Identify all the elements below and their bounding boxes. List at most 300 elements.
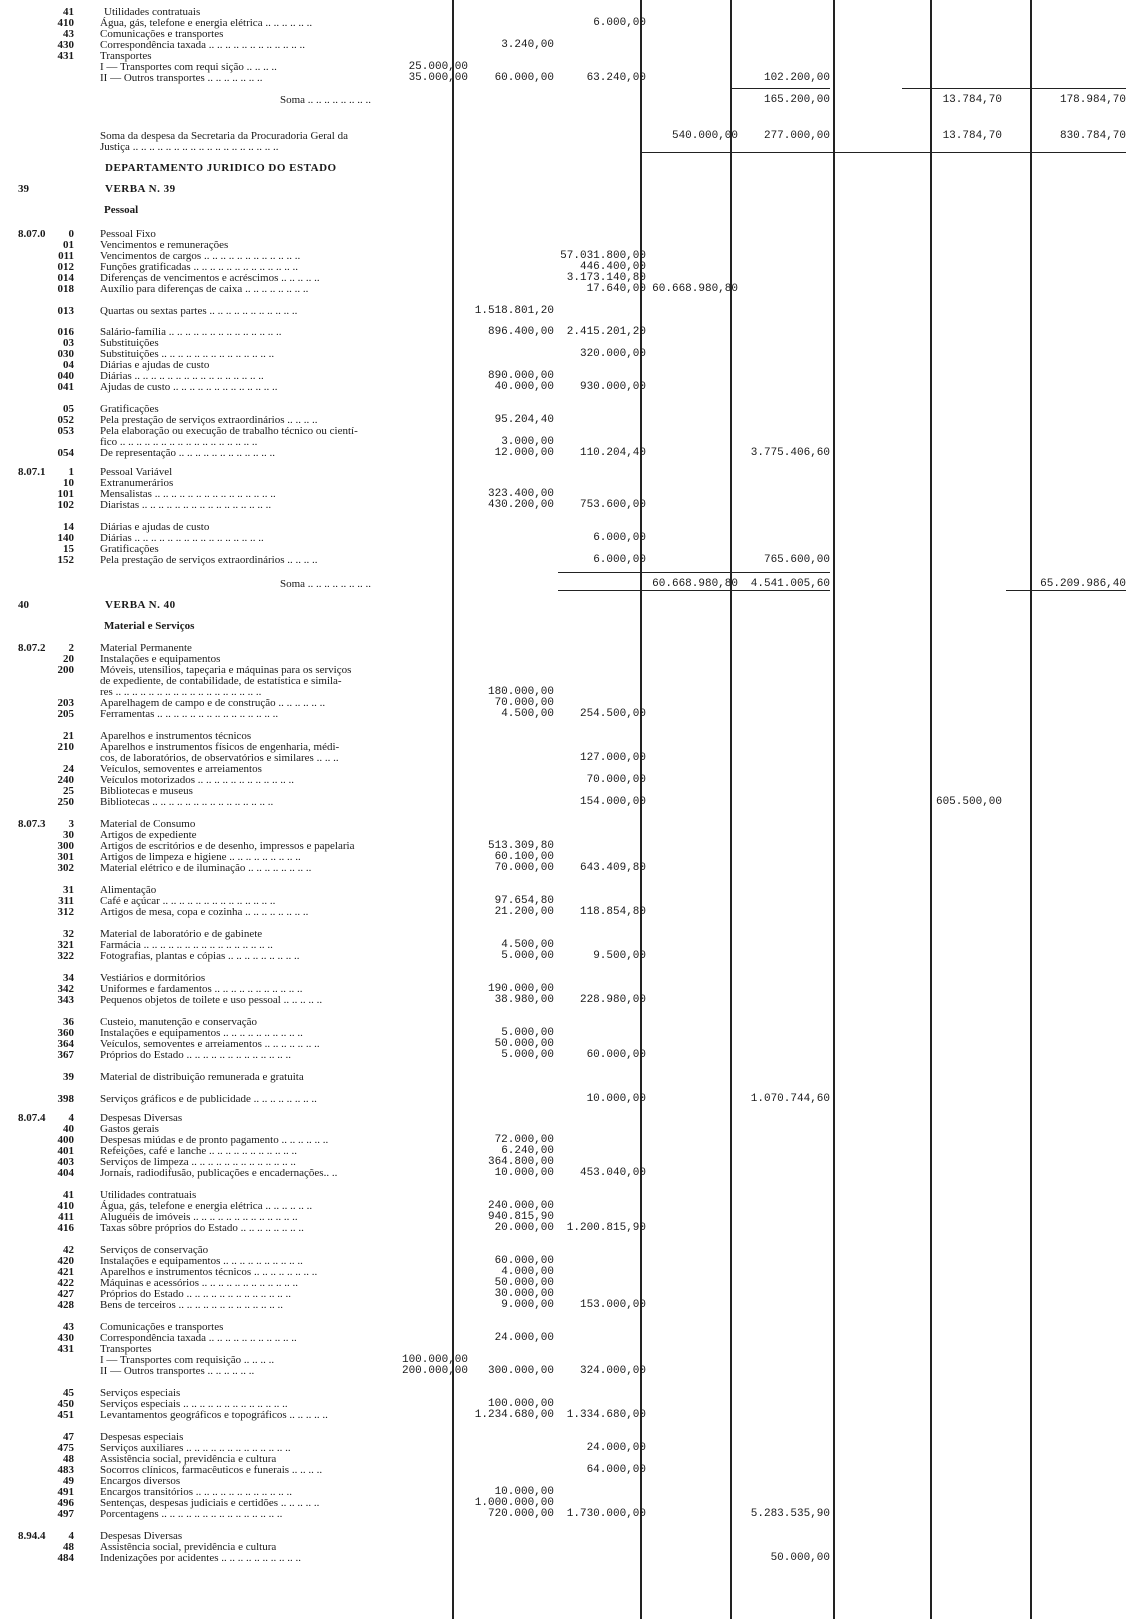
amount-v1: 72.000,00 xyxy=(494,1134,554,1146)
item-code: 41 xyxy=(63,6,74,18)
budget-row xyxy=(0,141,1126,153)
amount-v1: 720.000,00 xyxy=(487,1508,554,1520)
item-description: Água, gás, telefone e energia elétrica .. .. .. .. .. .. xyxy=(100,17,313,29)
item-description: Indenizações por acidentes .. .. .. .. .. .. .. .. .. .. xyxy=(100,1552,301,1564)
item-code: 053 xyxy=(57,425,74,437)
item-description: Material de Consumo xyxy=(100,818,196,830)
item-code: 011 xyxy=(58,250,74,262)
item-description: Diaristas .. .. .. .. .. .. .. .. .. .. .. .. .. .. .. .. xyxy=(100,499,272,511)
amount-v1: 364.800,00 xyxy=(487,1156,554,1168)
item-description: Café e açúcar .. .. .. .. .. .. .. .. .. .. .. .. .. .. xyxy=(100,895,276,907)
amount-v1: 5.000,00 xyxy=(501,1049,554,1061)
item-code: 496 xyxy=(57,1497,74,1509)
item-code: 431 xyxy=(57,1343,74,1355)
amount-v1: 40.000,00 xyxy=(494,381,554,393)
budget-row xyxy=(0,1093,1126,1105)
item-description: DEPARTAMENTO JURIDICO DO ESTADO xyxy=(105,162,337,174)
budget-row xyxy=(0,1167,1126,1179)
budget-row xyxy=(0,204,1126,216)
amount-v1: 50.000,00 xyxy=(494,1038,554,1050)
budget-row xyxy=(0,1299,1126,1311)
item-code: 49 xyxy=(63,1475,74,1487)
item-description: Serviços gráficos e de publicidade .. .. .. .. .. .. .. .. xyxy=(100,1093,317,1105)
item-code: 14 xyxy=(63,521,74,533)
amount-v5: 13.784,70 xyxy=(942,130,1002,142)
total-rule xyxy=(558,590,830,591)
item-description: Artigos de limpeza e higiene .. .. .. .. .. .. .. .. .. xyxy=(100,851,301,863)
item-description: Veículos motorizados .. .. .. .. .. .. .. .. .. .. .. .. xyxy=(100,774,295,786)
item-code: 31 xyxy=(63,884,74,896)
amount-v1: 323.400,00 xyxy=(487,488,554,500)
item-code: 450 xyxy=(57,1398,74,1410)
budget-row xyxy=(0,1409,1126,1421)
item-code: 410 xyxy=(57,1200,74,1212)
item-code: 416 xyxy=(57,1222,74,1234)
item-description: Transportes xyxy=(100,50,152,62)
budget-row xyxy=(0,72,1126,84)
section-number: 8.07.2 xyxy=(18,642,46,654)
item-code: 36 xyxy=(63,1016,74,1028)
item-description: Fotografias, plantas e cópias .. .. .. .. .. .. .. .. .. xyxy=(100,950,300,962)
amount-v2: 446.400,00 xyxy=(579,261,646,273)
item-description: Diferenças de vencimentos e acréscimos .. .. .. .. .. xyxy=(100,272,320,284)
item-description: Próprios do Estado .. .. .. .. .. .. .. .. .. .. .. .. .. xyxy=(100,1049,291,1061)
item-description: Soma .. .. .. .. .. .. .. .. xyxy=(280,94,372,106)
item-code: 0 xyxy=(68,228,74,240)
budget-row xyxy=(0,599,1126,611)
section-number: 8.94.4 xyxy=(18,1530,46,1542)
item-description: Pequenos objetos de toilete e uso pessoal .. .. .. .. .. xyxy=(100,994,323,1006)
item-description: Despesas especiais xyxy=(100,1431,184,1443)
item-description: Material de distribuição remunerada e gratuita xyxy=(100,1071,304,1083)
item-description: Bens de terceiros .. .. .. .. .. .. .. .. .. .. .. .. .. xyxy=(100,1299,283,1311)
item-description: Correspondência taxada .. .. .. .. .. .. .. .. .. .. .. .. xyxy=(100,39,305,51)
amount-v2: 930.000,00 xyxy=(579,381,646,393)
budget-row xyxy=(0,578,1126,590)
item-code: 04 xyxy=(63,359,74,371)
amount-v4: 50.000,00 xyxy=(770,1552,830,1564)
item-description: Pela prestação de serviços extraordinários .. .. .. .. xyxy=(100,414,318,426)
budget-row xyxy=(0,796,1126,808)
amount-v1: 190.000,00 xyxy=(487,983,554,995)
item-code: 398 xyxy=(57,1093,74,1105)
item-description: Quartas ou sextas partes .. .. .. .. .. .. .. .. .. .. .. xyxy=(100,305,298,317)
item-description: Utilidades contratuais xyxy=(104,6,201,18)
item-description: Encargos transitórios .. .. .. .. .. .. .. .. .. .. .. .. xyxy=(100,1486,292,1498)
item-code: 102 xyxy=(57,499,74,511)
budget-row xyxy=(0,94,1126,106)
item-code: 451 xyxy=(57,1409,74,1421)
item-code: 430 xyxy=(57,39,74,51)
item-code: 05 xyxy=(63,403,74,415)
item-code: 03 xyxy=(63,337,74,349)
section-number: 8.07.3 xyxy=(18,818,46,830)
item-description: Uniformes e fardamentos .. .. .. .. .. .. .. .. .. .. .. xyxy=(100,983,303,995)
budget-row xyxy=(0,499,1126,511)
amount-v1: 95.204,40 xyxy=(494,414,554,426)
sub-amount: 25.000,00 xyxy=(408,61,468,73)
amount-v1: 30.000,00 xyxy=(494,1288,554,1300)
budget-row xyxy=(0,162,1126,174)
total-rule xyxy=(558,572,830,573)
item-code: 484 xyxy=(57,1552,74,1564)
budget-row xyxy=(0,1552,1126,1564)
item-description: Levantamentos geográficos e topográficos .. .. .. .. .. xyxy=(100,1409,328,1421)
item-code: 101 xyxy=(57,488,74,500)
item-description: Serviços auxiliares .. .. .. .. .. .. .. .. .. .. .. .. .. xyxy=(100,1442,291,1454)
item-code: 140 xyxy=(57,532,74,544)
amount-v2: 6.000,00 xyxy=(593,532,646,544)
amount-v1: 4.500,00 xyxy=(501,939,554,951)
budget-row xyxy=(0,183,1126,195)
item-code: 400 xyxy=(57,1134,74,1146)
item-code: 360 xyxy=(57,1027,74,1039)
budget-row xyxy=(0,381,1126,393)
amount-v2: 3.173.140,80 xyxy=(566,272,646,284)
budget-row xyxy=(0,1222,1126,1234)
amount-v2: 24.000,00 xyxy=(586,1442,646,1454)
item-description: Pela elaboração ou execução de trabalho técnico ou cientí- xyxy=(100,425,358,437)
item-code: 404 xyxy=(57,1167,74,1179)
item-description: Próprios do Estado .. .. .. .. .. .. .. .. .. .. .. .. .. xyxy=(100,1288,291,1300)
item-description: Máquinas e acessórios .. .. .. .. .. .. .. .. .. .. .. .. xyxy=(100,1277,298,1289)
budget-row xyxy=(0,447,1126,459)
item-code: 45 xyxy=(63,1387,74,1399)
item-code: 32 xyxy=(63,928,74,940)
amount-v1: 60.000,00 xyxy=(494,1255,554,1267)
amount-v4: 1.070.744,60 xyxy=(750,1093,830,1105)
amount-v2: 153.000,00 xyxy=(579,1299,646,1311)
item-description: Diárias e ajudas de custo xyxy=(100,359,210,371)
amount-v1: 21.200,00 xyxy=(494,906,554,918)
amount-v2: 1.730.000,00 xyxy=(566,1508,646,1520)
section-number: 8.07.0 xyxy=(18,228,46,240)
item-code: 040 xyxy=(57,370,74,382)
amount-v1: 97.654,80 xyxy=(494,895,554,907)
amount-v1: 100.000,00 xyxy=(487,1398,554,1410)
amount-v2: 1.334.680,00 xyxy=(566,1409,646,1421)
amount-v4: 3.775.406,60 xyxy=(750,447,830,459)
item-description: I — Transportes com requisição .. .. .. .. xyxy=(100,1354,275,1366)
amount-v1: 24.000,00 xyxy=(494,1332,554,1344)
item-description: Veículos, semoventes e arreiamentos xyxy=(100,763,262,775)
item-description: Despesas Diversas xyxy=(100,1112,183,1124)
amount-v1: 300.000,00 xyxy=(487,1365,554,1377)
item-description: Soma da despesa da Secretaria da Procuradoria Geral da xyxy=(100,130,348,142)
item-code: 47 xyxy=(63,1431,74,1443)
item-description: Pessoal Variável xyxy=(100,466,173,478)
amount-v1: 20.000,00 xyxy=(494,1222,554,1234)
item-description: Veículos, semoventes e arreiamentos .. .. .. .. .. .. .. xyxy=(100,1038,320,1050)
amount-v1: 6.240,00 xyxy=(501,1145,554,1157)
amount-v1: 50.000,00 xyxy=(494,1277,554,1289)
amount-v1: 940.815,90 xyxy=(487,1211,554,1223)
amount-v2: 2.415.201,20 xyxy=(566,326,646,338)
item-code: 3 xyxy=(68,818,74,830)
amount-v1: 3.240,00 xyxy=(501,39,554,51)
budget-row xyxy=(0,1365,1126,1377)
item-code: 410 xyxy=(57,17,74,29)
item-description: Material Permanente xyxy=(100,642,192,654)
item-description: VERBA N. 40 xyxy=(105,599,176,611)
item-description: Artigos de escritórios e de desenho, impressos e papelaria xyxy=(100,840,355,852)
amount-v2: 228.980,00 xyxy=(579,994,646,1006)
item-description: Alimentação xyxy=(100,884,157,896)
item-description: Diárias .. .. .. .. .. .. .. .. .. .. .. .. .. .. .. .. xyxy=(100,370,264,382)
item-description: Pessoal Fixo xyxy=(100,228,156,240)
amount-v2: 10.000,00 xyxy=(586,1093,646,1105)
item-code: 41 xyxy=(63,1189,74,1201)
sub-amount: 200.000,00 xyxy=(401,1365,468,1377)
item-code: 428 xyxy=(57,1299,74,1311)
item-description: Despesas miúdas e de pronto pagamento .. .. .. .. .. .. xyxy=(100,1134,329,1146)
item-code: 42 xyxy=(63,1244,74,1256)
item-description: Funções gratificadas .. .. .. .. .. .. .. .. .. .. .. .. .. xyxy=(100,261,298,273)
section-number: 8.07.1 xyxy=(18,466,46,478)
item-description: Encargos diversos xyxy=(100,1475,181,1487)
item-description: Material e Serviços xyxy=(104,620,195,632)
amount-v2: 324.000,00 xyxy=(579,1365,646,1377)
total-rule xyxy=(902,88,1126,89)
item-code: 48 xyxy=(63,1541,74,1553)
item-description: Justiça .. .. .. .. .. .. .. .. .. .. .. .. .. .. .. .. .. .. xyxy=(100,141,279,153)
amount-v2: 9.500,00 xyxy=(593,950,646,962)
item-description: Vencimentos e remunerações xyxy=(100,239,229,251)
budget-row xyxy=(0,906,1126,918)
budget-row xyxy=(0,1049,1126,1061)
amount-v2: 17.640,00 xyxy=(586,283,646,295)
item-description: Assistência social, previdência e cultura xyxy=(100,1453,277,1465)
item-code: 411 xyxy=(58,1211,74,1223)
item-code: 421 xyxy=(57,1266,74,1278)
amount-v2: 753.600,00 xyxy=(579,499,646,511)
item-code: 420 xyxy=(57,1255,74,1267)
amount-v1: 1.000.000,00 xyxy=(474,1497,554,1509)
item-code: 367 xyxy=(57,1049,74,1061)
amount-v2: 6.000,00 xyxy=(593,554,646,566)
item-code: 01 xyxy=(63,239,74,251)
amount-v1: 240.000,00 xyxy=(487,1200,554,1212)
item-description: Aparelhos e instrumentos físicos de engenharia, médi- xyxy=(100,741,340,753)
amount-v2: 320.000,00 xyxy=(579,348,646,360)
item-code: 2 xyxy=(68,642,74,654)
item-code: 20 xyxy=(63,653,74,665)
item-description: Material elétrico e de iluminação .. .. .. .. .. .. .. .. xyxy=(100,862,312,874)
item-description: Serviços especiais xyxy=(100,1387,181,1399)
amount-v3: 60.668.980,80 xyxy=(652,578,738,590)
amount-v1: 5.000,00 xyxy=(501,950,554,962)
item-code: 312 xyxy=(57,906,74,918)
item-description: Assistência social, previdência e cultura xyxy=(100,1541,277,1553)
amount-v4: 765.600,00 xyxy=(763,554,830,566)
item-description: res .. .. .. .. .. .. .. .. .. .. .. .. .. .. .. .. .. .. xyxy=(100,686,262,698)
item-description: Móveis, utensílios, tapeçaria e máquinas para os serviços xyxy=(100,664,352,676)
item-code: 15 xyxy=(63,543,74,555)
amount-v1: 890.000,00 xyxy=(487,370,554,382)
item-description: Salário-família .. .. .. .. .. .. .. .. .. .. .. .. .. .. xyxy=(100,326,282,338)
item-code: 301 xyxy=(57,851,74,863)
amount-v2: 110.204,40 xyxy=(579,447,646,459)
item-description: Custeio, manutenção e conservação xyxy=(100,1016,257,1028)
amount-v1: 513.309,80 xyxy=(487,840,554,852)
amount-v1: 4.500,00 xyxy=(501,708,554,720)
item-code: 25 xyxy=(63,785,74,797)
item-description: Refeições, café e lanche .. .. .. .. .. .. .. .. .. .. .. xyxy=(100,1145,298,1157)
total-rule xyxy=(730,88,830,89)
item-code: 491 xyxy=(57,1486,74,1498)
budget-row xyxy=(0,554,1126,566)
amount-v3: 540.000,00 xyxy=(671,130,738,142)
amount-v6: 178.984,70 xyxy=(1059,94,1126,106)
amount-v2: 63.240,00 xyxy=(586,72,646,84)
item-description: Pela prestação de serviços extraordinários .. .. .. .. xyxy=(100,554,318,566)
item-code: 21 xyxy=(63,730,74,742)
amount-v1: 70.000,00 xyxy=(494,697,554,709)
item-description: Artigos de expediente xyxy=(100,829,197,841)
item-code: 152 xyxy=(57,554,74,566)
item-code: 030 xyxy=(57,348,74,360)
total-rule xyxy=(1006,590,1126,591)
item-description: II — Outros transportes .. .. .. .. .. .. xyxy=(100,1365,255,1377)
item-code: 497 xyxy=(57,1508,74,1520)
item-description: Socorros clínicos, farmacêuticos e funerais .. .. .. .. xyxy=(100,1464,323,1476)
item-description: Gastos gerais xyxy=(100,1123,159,1135)
amount-v1: 70.000,00 xyxy=(494,862,554,874)
budget-row xyxy=(0,994,1126,1006)
amount-v1: 10.000,00 xyxy=(494,1167,554,1179)
item-code: 427 xyxy=(57,1288,74,1300)
item-description: Ferramentas .. .. .. .. .. .. .. .. .. .. .. .. .. .. .. xyxy=(100,708,279,720)
item-code: 012 xyxy=(57,261,74,273)
item-code: 342 xyxy=(57,983,74,995)
budget-row xyxy=(0,1508,1126,1520)
budget-row xyxy=(0,620,1126,632)
amount-v2: 127.000,00 xyxy=(579,752,646,764)
item-code: 4 xyxy=(68,1112,74,1124)
section-number: 39 xyxy=(18,183,29,195)
amount-v3: 60.668.980,80 xyxy=(652,283,738,295)
item-code: 302 xyxy=(57,862,74,874)
item-description: Aparelhos e instrumentos técnicos xyxy=(100,730,252,742)
amount-v1: 10.000,00 xyxy=(494,1486,554,1498)
item-description: Gratificações xyxy=(100,403,159,415)
item-code: 014 xyxy=(57,272,74,284)
amount-v1: 12.000,00 xyxy=(494,447,554,459)
item-description: Farmácia .. .. .. .. .. .. .. .. .. .. .. .. .. .. .. .. xyxy=(100,939,273,951)
item-description: fico .. .. .. .. .. .. .. .. .. .. .. .. .. .. .. .. .. xyxy=(100,436,258,448)
amount-v2: 154.000,00 xyxy=(579,796,646,808)
item-code: 483 xyxy=(57,1464,74,1476)
item-code: 39 xyxy=(63,1071,74,1083)
item-description: Comunicações e transportes xyxy=(100,28,224,40)
amount-v6: 65.209.986,40 xyxy=(1040,578,1126,590)
budget-row xyxy=(0,950,1126,962)
item-description: Extranumerários xyxy=(100,477,174,489)
item-description: Comunicações e transportes xyxy=(100,1321,224,1333)
amount-v4: 277.000,00 xyxy=(763,130,830,142)
item-description: Aparelhagem de campo e de construção .. .. .. .. .. .. xyxy=(100,697,326,709)
item-code: 203 xyxy=(57,697,74,709)
item-description: De representação .. .. .. .. .. .. .. .. .. .. .. .. xyxy=(100,447,276,459)
budget-row xyxy=(0,283,1126,295)
amount-v2: 60.000,00 xyxy=(586,1049,646,1061)
item-code: 24 xyxy=(63,763,74,775)
item-code: 240 xyxy=(57,774,74,786)
item-description: Serviços de limpeza .. .. .. .. .. .. .. .. .. .. .. .. .. xyxy=(100,1156,296,1168)
item-description: Transportes xyxy=(100,1343,152,1355)
item-description: Instalações e equipamentos .. .. .. .. .. .. .. .. .. .. xyxy=(100,1255,303,1267)
amount-v2: 64.000,00 xyxy=(586,1464,646,1476)
item-code: 013 xyxy=(57,305,74,317)
item-code: 041 xyxy=(57,381,74,393)
item-description: Instalações e equipamentos .. .. .. .. .. .. .. .. .. .. xyxy=(100,1027,303,1039)
amount-v2: 57.031.800,00 xyxy=(560,250,646,262)
item-description: Diárias e ajudas de custo xyxy=(100,521,210,533)
item-description: VERBA N. 39 xyxy=(105,183,176,195)
item-description: Taxas sôbre próprios do Estado .. .. .. .. .. .. .. .. xyxy=(100,1222,304,1234)
budget-row xyxy=(0,708,1126,720)
item-description: Instalações e equipamentos xyxy=(100,653,221,665)
amount-v4: 5.283.535,90 xyxy=(750,1508,830,1520)
item-code: 300 xyxy=(57,840,74,852)
item-code: 205 xyxy=(57,708,74,720)
item-code: 200 xyxy=(57,664,74,676)
item-code: 430 xyxy=(57,1332,74,1344)
item-description: Correspondência taxada .. .. .. .. .. .. .. .. .. .. .. xyxy=(100,1332,297,1344)
item-code: 018 xyxy=(57,283,74,295)
item-code: 1 xyxy=(68,466,74,478)
amount-v1: 38.980,00 xyxy=(494,994,554,1006)
section-number: 8.07.4 xyxy=(18,1112,46,1124)
item-code: 364 xyxy=(57,1038,74,1050)
item-code: 321 xyxy=(57,939,74,951)
item-code: 250 xyxy=(57,796,74,808)
amount-v1: 896.400,00 xyxy=(487,326,554,338)
item-description: Artigos de mesa, copa e cozinha .. .. .. .. .. .. .. .. xyxy=(100,906,309,918)
item-description: II — Outros transportes .. .. .. .. .. .. .. xyxy=(100,72,263,84)
item-code: 311 xyxy=(58,895,74,907)
item-code: 431 xyxy=(57,50,74,62)
item-description: Substituições .. .. .. .. .. .. .. .. .. .. .. .. .. .. xyxy=(100,348,275,360)
item-description: Sentenças, despesas judiciais e certidões .. .. .. .. .. xyxy=(100,1497,320,1509)
item-code: 016 xyxy=(57,326,74,338)
amount-v1: 180.000,00 xyxy=(487,686,554,698)
amount-v1: 1.518.801,20 xyxy=(474,305,554,317)
item-code: 30 xyxy=(63,829,74,841)
item-code: 210 xyxy=(57,741,74,753)
item-code: 43 xyxy=(63,28,74,40)
amount-v1: 430.200,00 xyxy=(487,499,554,511)
item-description: Vencimentos de cargos .. .. .. .. .. .. .. .. .. .. .. .. xyxy=(100,250,301,262)
item-code: 10 xyxy=(63,477,74,489)
item-description: Aparelhos e instrumentos técnicos .. .. .. .. .. .. .. .. xyxy=(100,1266,318,1278)
item-description: Porcentagens .. .. .. .. .. .. .. .. .. .. .. .. .. .. .. xyxy=(100,1508,283,1520)
item-description: cos, de laboratórios, de observatórios e similares .. .. .. xyxy=(100,752,339,764)
amount-v5: 13.784,70 xyxy=(942,94,1002,106)
item-code: 34 xyxy=(63,972,74,984)
amount-v6: 830.784,70 xyxy=(1059,130,1126,142)
amount-v1: 4.000,00 xyxy=(501,1266,554,1278)
item-code: 054 xyxy=(57,447,74,459)
item-description: Gratificações xyxy=(100,543,159,555)
amount-v2: 643.409,80 xyxy=(579,862,646,874)
item-description: Utilidades contratuais xyxy=(100,1189,197,1201)
item-description: Bibliotecas .. .. .. .. .. .. .. .. .. .. .. .. .. .. .. xyxy=(100,796,274,808)
item-description: I — Transportes com requi sição .. .. .. .. xyxy=(100,61,277,73)
item-code: 475 xyxy=(57,1442,74,1454)
item-description: Mensalistas .. .. .. .. .. .. .. .. .. .. .. .. .. .. .. xyxy=(100,488,276,500)
item-description: Jornais, radiodifusão, publicações e encadernações.. .. xyxy=(100,1167,338,1179)
